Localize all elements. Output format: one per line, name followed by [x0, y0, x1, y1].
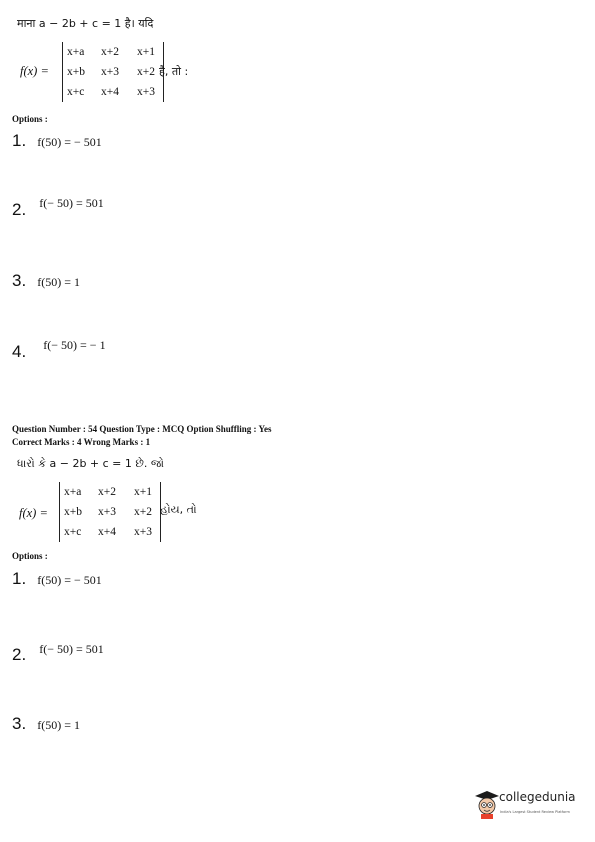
brand-name: collegedunia — [499, 790, 576, 804]
matrix-row — [63, 82, 163, 102]
matrix-cell: x+2 — [137, 66, 155, 78]
option-text: f(− 50) = − 1 — [43, 338, 106, 352]
q1-tail: है, तो : — [159, 65, 189, 78]
matrix-row — [63, 42, 163, 62]
option-text: f(− 50) = 501 — [39, 196, 104, 210]
mascot-icon — [474, 788, 500, 820]
q2-function-label: f(x) = — [19, 506, 48, 520]
q1-intro: माना a − 2b + c = 1 है। यदि — [17, 17, 154, 30]
q2-tail: હોય, તો — [160, 503, 197, 516]
q1-options-label: Options : — [12, 114, 48, 124]
q2-meta-line-2: Correct Marks : 4 Wrong Marks : 1 — [12, 437, 151, 447]
matrix-cell: x+4 — [101, 86, 119, 98]
matrix-cell: x+2 — [101, 46, 119, 58]
q2-determinant — [59, 482, 161, 542]
matrix-cell: x+3 — [134, 526, 152, 538]
option-number: 3. — [12, 271, 27, 290]
q2-meta-line-1: Question Number : 54 Question Type : MCQ Option Shuffling : Yes — [12, 424, 272, 434]
matrix-row — [60, 482, 160, 502]
matrix-cell: x+b — [64, 506, 82, 518]
option-number: 2. — [12, 200, 27, 219]
matrix-cell: x+a — [64, 486, 82, 498]
q2-option-1[interactable] — [12, 569, 102, 589]
option-text: f(50) = − 501 — [37, 573, 102, 587]
q2-options-label: Options : — [12, 551, 48, 561]
q1-option-2[interactable] — [12, 196, 104, 220]
q1-determinant — [62, 42, 164, 102]
matrix-cell: x+2 — [98, 486, 116, 498]
matrix-cell: x+3 — [101, 66, 119, 78]
q1-option-4[interactable] — [12, 338, 106, 362]
matrix-cell: x+4 — [98, 526, 116, 538]
q2-intro: ધારો કે a − 2b + c = 1 છે. જો — [17, 457, 165, 470]
option-text: f(50) = − 501 — [37, 135, 102, 149]
option-text: f(− 50) = 501 — [39, 642, 104, 656]
matrix-cell: x+1 — [137, 46, 155, 58]
matrix-cell: x+c — [64, 526, 82, 538]
matrix-cell: x+2 — [134, 506, 152, 518]
collegedunia-logo — [474, 788, 586, 824]
option-text: f(50) = 1 — [37, 718, 81, 732]
brand-tagline: India's Largest Student Review Platform — [500, 810, 570, 814]
matrix-row — [63, 62, 163, 82]
matrix-cell: x+3 — [137, 86, 155, 98]
matrix-cell: x+c — [67, 86, 85, 98]
matrix-cell: x+1 — [134, 486, 152, 498]
option-number: 4. — [12, 342, 27, 361]
q1-option-3[interactable] — [12, 271, 80, 291]
option-number: 2. — [12, 645, 27, 664]
matrix-cell: x+a — [67, 46, 85, 58]
q2-option-3[interactable] — [12, 714, 80, 734]
q1-function-label: f(x) = — [20, 64, 49, 78]
option-number: 3. — [12, 714, 27, 733]
matrix-row — [60, 502, 160, 522]
q2-option-2[interactable] — [12, 642, 104, 665]
matrix-cell: x+3 — [98, 506, 116, 518]
matrix-cell: x+b — [67, 66, 85, 78]
q1-option-1[interactable] — [12, 131, 102, 151]
option-number: 1. — [12, 131, 27, 150]
matrix-row — [60, 522, 160, 542]
option-text: f(50) = 1 — [37, 275, 81, 289]
option-number: 1. — [12, 569, 27, 588]
